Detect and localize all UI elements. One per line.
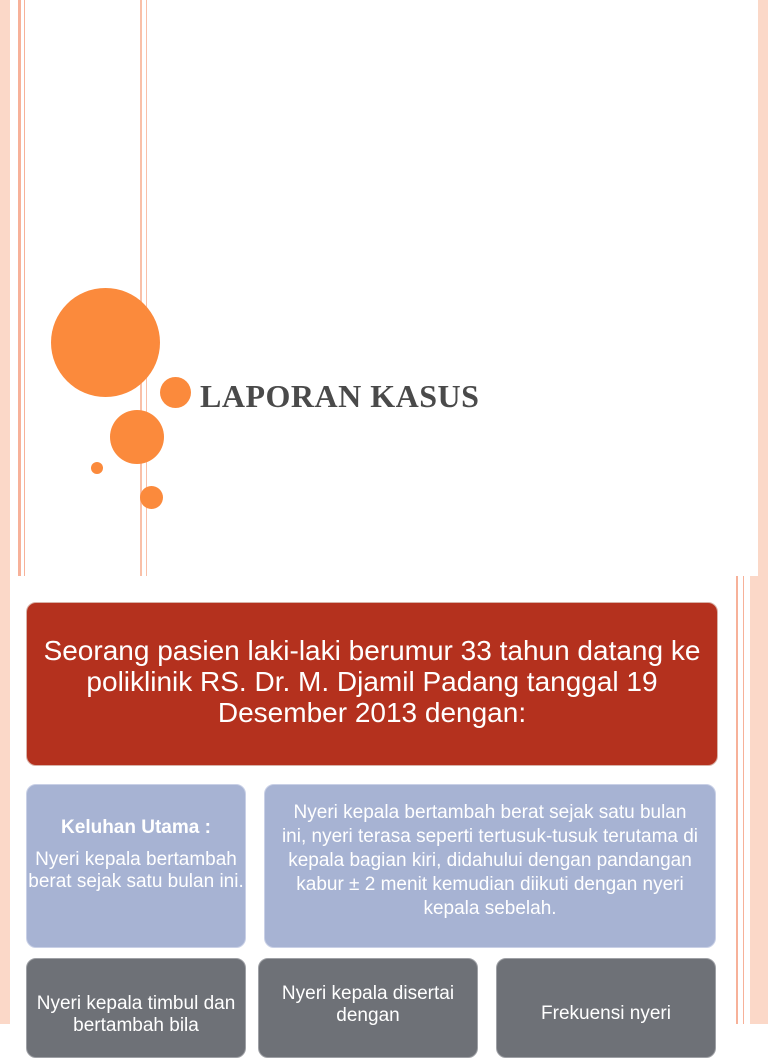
complaint-detail-text: Nyeri kepala bertambah berat sejak satu bulan ini, nyeri terasa seperti tertusuk-tusuk terutama di kepala bagian kiri, didahului dengan pandangan kabur ± 2 menit kemudian diikuti dengan nyeri kepala sebelah. — [281, 802, 699, 919]
content-slide — [0, 576, 768, 1036]
slide-title: LAPORAN KASUS — [200, 378, 480, 414]
accompanying-symptoms-box — [258, 958, 478, 1058]
right-stripe — [758, 0, 768, 576]
left-stripe — [0, 0, 10, 576]
intro-box — [26, 602, 718, 766]
frequency-text: Frekuensi nyeri — [541, 1003, 671, 1024]
right-stripe-line — [736, 576, 738, 1024]
circle-decoration — [91, 462, 103, 474]
circle-decoration — [160, 377, 191, 408]
left-stripe — [0, 576, 10, 1024]
left-stripe-line — [18, 0, 21, 576]
circle-decoration — [110, 410, 164, 464]
right-stripe-line — [743, 576, 744, 1024]
large-circle-decoration — [51, 288, 160, 397]
left-stripe-line — [24, 0, 25, 576]
frequency-box — [496, 958, 716, 1058]
right-stripe — [750, 576, 768, 1024]
keluhan-utama-label: Keluhan Utama : — [61, 817, 211, 838]
trigger-text: Nyeri kepala timbul dan bertambah bila — [36, 993, 236, 1036]
keluhan-utama-text: Nyeri kepala bertambah berat sejak satu bulan ini. — [28, 849, 244, 892]
keluhan-utama-box — [26, 784, 246, 948]
complaint-detail-box — [264, 784, 716, 948]
accompanying-symptoms-text: Nyeri kepala disertai dengan — [281, 983, 455, 1026]
trigger-box — [26, 958, 246, 1058]
intro-text: Seorang pasien laki-laki berumur 33 tahun datang ke poliklinik RS. Dr. M. Djamil Padang tanggal 19 Desember 2013 dengan: — [43, 635, 701, 728]
circle-decoration — [140, 486, 163, 509]
